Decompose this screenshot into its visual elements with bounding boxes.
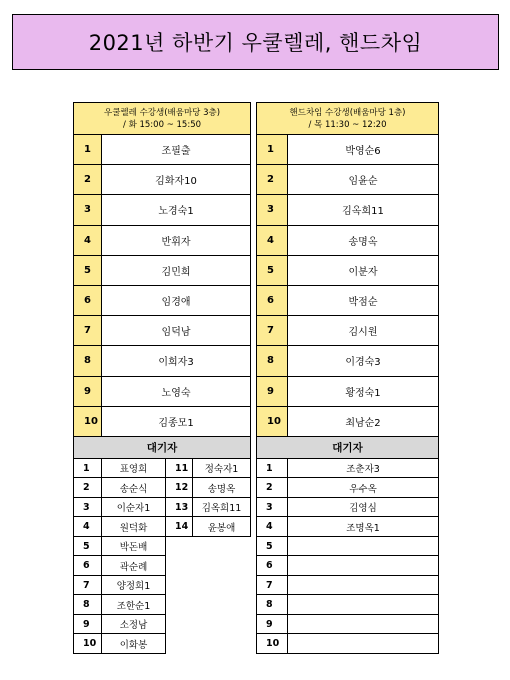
waiting-name: 조명옥1 bbox=[288, 517, 439, 537]
student-name: 박영순6 bbox=[288, 135, 439, 165]
waiting-name bbox=[288, 536, 439, 556]
student-name: 최남순2 bbox=[288, 406, 439, 436]
table-row bbox=[257, 255, 439, 285]
student-name: 김옥희11 bbox=[288, 195, 439, 225]
table-row bbox=[257, 595, 439, 615]
ukulele-header-row bbox=[74, 103, 251, 135]
waiting-name bbox=[288, 614, 439, 634]
student-number: 10 bbox=[74, 406, 102, 436]
waiting-label: 대기자 bbox=[257, 436, 439, 458]
table-row bbox=[257, 225, 439, 255]
waiting-name: 우수옥 bbox=[288, 478, 439, 498]
student-number: 4 bbox=[74, 225, 102, 255]
table-row bbox=[257, 634, 439, 654]
waiting-name bbox=[288, 556, 439, 576]
table-row bbox=[74, 316, 251, 346]
waiting-number: 14 bbox=[166, 517, 193, 537]
student-name: 송명옥 bbox=[288, 225, 439, 255]
waiting-name: 원덕화 bbox=[102, 517, 166, 537]
page-title: 2021년 하반기 우쿨렐레, 핸드차임 bbox=[12, 14, 499, 70]
waiting-name: 양정희1 bbox=[102, 575, 166, 595]
student-number: 5 bbox=[257, 255, 288, 285]
table-row bbox=[257, 165, 439, 195]
waiting-label: 대기자 bbox=[74, 436, 251, 458]
waiting-number: 7 bbox=[257, 575, 288, 595]
table-row bbox=[74, 346, 251, 376]
student-name: 김종모1 bbox=[102, 406, 251, 436]
student-name: 이경숙3 bbox=[288, 346, 439, 376]
waiting-number: 9 bbox=[257, 614, 288, 634]
student-number: 7 bbox=[74, 316, 102, 346]
student-name: 이분자 bbox=[288, 255, 439, 285]
waiting-number: 1 bbox=[74, 458, 102, 478]
table-row bbox=[257, 346, 439, 376]
table-row bbox=[74, 376, 251, 406]
table-row bbox=[74, 285, 251, 315]
student-number: 2 bbox=[257, 165, 288, 195]
waiting-name: 김영심 bbox=[288, 497, 439, 517]
student-name: 이희자3 bbox=[102, 346, 251, 376]
table-row bbox=[74, 575, 251, 595]
handchime-table bbox=[256, 102, 439, 654]
table-row bbox=[257, 536, 439, 556]
ukulele-table bbox=[73, 102, 251, 654]
waiting-number: 10 bbox=[257, 634, 288, 654]
table-row bbox=[257, 285, 439, 315]
waiting-name: 박돈배 bbox=[102, 536, 166, 556]
blank-cell bbox=[166, 634, 251, 654]
waiting-number: 1 bbox=[257, 458, 288, 478]
table-row bbox=[74, 195, 251, 225]
handchime-header-row bbox=[257, 103, 439, 135]
blank-cell bbox=[166, 614, 251, 634]
table-row bbox=[257, 575, 439, 595]
handchime-header-line2: / 목 11:30 ~ 12:20 bbox=[308, 119, 387, 130]
table-row bbox=[74, 225, 251, 255]
blank-cell bbox=[166, 575, 251, 595]
table-row bbox=[74, 478, 251, 498]
handchime-header-line1: 핸드차임 수강생(배움마당 1층) bbox=[289, 107, 406, 118]
waiting-number: 8 bbox=[257, 595, 288, 615]
student-number: 1 bbox=[257, 135, 288, 165]
waiting-name: 조춘자3 bbox=[288, 458, 439, 478]
waiting-name: 이화봉 bbox=[102, 634, 166, 654]
blank-cell bbox=[166, 536, 251, 556]
waiting-name: 곽순례 bbox=[102, 556, 166, 576]
student-number: 8 bbox=[257, 346, 288, 376]
handchime-header bbox=[257, 103, 439, 135]
waiting-name bbox=[288, 634, 439, 654]
table-row bbox=[74, 634, 251, 654]
table-row bbox=[257, 376, 439, 406]
student-name: 황정숙1 bbox=[288, 376, 439, 406]
table-row bbox=[74, 556, 251, 576]
waiting-number: 2 bbox=[257, 478, 288, 498]
blank-cell bbox=[166, 556, 251, 576]
table-row bbox=[74, 458, 251, 478]
student-name: 김화자10 bbox=[102, 165, 251, 195]
student-number: 8 bbox=[74, 346, 102, 376]
waiting-name: 소정남 bbox=[102, 614, 166, 634]
table-row bbox=[257, 517, 439, 537]
waiting-name: 송순식 bbox=[102, 478, 166, 498]
waiting-name: 조한순1 bbox=[102, 595, 166, 615]
table-row bbox=[74, 614, 251, 634]
table-row bbox=[257, 195, 439, 225]
student-name: 임윤순 bbox=[288, 165, 439, 195]
student-name: 김시원 bbox=[288, 316, 439, 346]
waiting-number: 12 bbox=[166, 478, 193, 498]
ukulele-header bbox=[74, 103, 251, 135]
table-row bbox=[257, 406, 439, 436]
student-name: 박점순 bbox=[288, 285, 439, 315]
waiting-number: 11 bbox=[166, 458, 193, 478]
blank-cell bbox=[166, 595, 251, 615]
waiting-number: 4 bbox=[74, 517, 102, 537]
waiting-number: 9 bbox=[74, 614, 102, 634]
waiting-number: 8 bbox=[74, 595, 102, 615]
waiting-number: 3 bbox=[257, 497, 288, 517]
waiting-number: 5 bbox=[257, 536, 288, 556]
student-name: 임덕남 bbox=[102, 316, 251, 346]
table-row bbox=[257, 556, 439, 576]
student-number: 6 bbox=[74, 285, 102, 315]
table-row bbox=[74, 165, 251, 195]
student-name: 조필출 bbox=[102, 135, 251, 165]
waiting-name: 표영희 bbox=[102, 458, 166, 478]
table-row bbox=[74, 406, 251, 436]
table-row bbox=[74, 536, 251, 556]
waiting-name bbox=[288, 595, 439, 615]
waiting-header-row bbox=[74, 436, 251, 458]
waiting-name: 송명옥 bbox=[193, 478, 251, 498]
waiting-name: 이순자1 bbox=[102, 497, 166, 517]
waiting-number: 13 bbox=[166, 497, 193, 517]
student-number: 6 bbox=[257, 285, 288, 315]
waiting-number: 6 bbox=[74, 556, 102, 576]
table-row bbox=[74, 595, 251, 615]
student-name: 반휘자 bbox=[102, 225, 251, 255]
student-number: 3 bbox=[74, 195, 102, 225]
waiting-number: 10 bbox=[74, 634, 102, 654]
table-row bbox=[74, 255, 251, 285]
waiting-name: 정숙자1 bbox=[193, 458, 251, 478]
waiting-name bbox=[288, 575, 439, 595]
student-name: 김민희 bbox=[102, 255, 251, 285]
table-row bbox=[257, 478, 439, 498]
table-row bbox=[257, 316, 439, 346]
table-row bbox=[257, 135, 439, 165]
waiting-number: 6 bbox=[257, 556, 288, 576]
student-name: 노경숙1 bbox=[102, 195, 251, 225]
waiting-number: 5 bbox=[74, 536, 102, 556]
waiting-number: 3 bbox=[74, 497, 102, 517]
waiting-name: 김옥희11 bbox=[193, 497, 251, 517]
ukulele-header-line2: / 화 15:00 ~ 15:50 bbox=[123, 119, 202, 130]
student-number: 4 bbox=[257, 225, 288, 255]
waiting-header-row bbox=[257, 436, 439, 458]
student-number: 9 bbox=[257, 376, 288, 406]
table-row bbox=[257, 614, 439, 634]
student-name: 노영숙 bbox=[102, 376, 251, 406]
ukulele-header-line1: 우쿨렐레 수강생(배움마당 3층) bbox=[104, 107, 221, 118]
student-name: 임경애 bbox=[102, 285, 251, 315]
student-number: 9 bbox=[74, 376, 102, 406]
student-number: 2 bbox=[74, 165, 102, 195]
table-row bbox=[257, 497, 439, 517]
student-number: 3 bbox=[257, 195, 288, 225]
waiting-number: 2 bbox=[74, 478, 102, 498]
waiting-number: 7 bbox=[74, 575, 102, 595]
student-number: 1 bbox=[74, 135, 102, 165]
student-number: 7 bbox=[257, 316, 288, 346]
waiting-name: 윤봉애 bbox=[193, 517, 251, 537]
table-row bbox=[74, 517, 251, 537]
student-number: 10 bbox=[257, 406, 288, 436]
table-row bbox=[257, 458, 439, 478]
table-row bbox=[74, 497, 251, 517]
student-number: 5 bbox=[74, 255, 102, 285]
table-row bbox=[74, 135, 251, 165]
waiting-number: 4 bbox=[257, 517, 288, 537]
